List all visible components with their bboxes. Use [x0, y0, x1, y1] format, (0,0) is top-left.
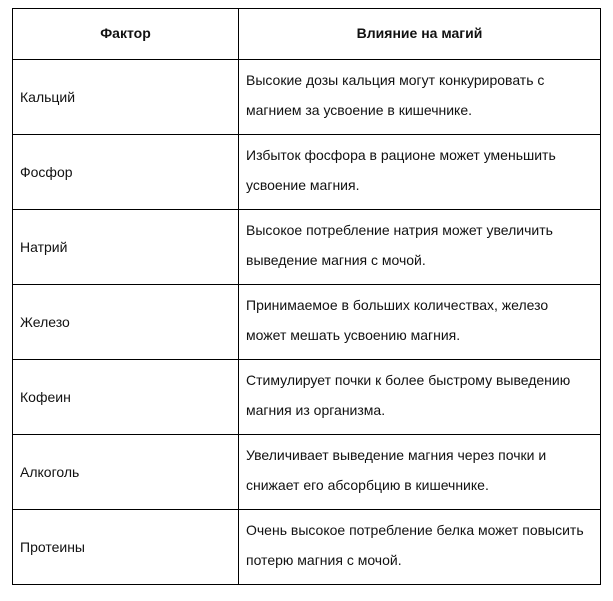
factor-cell: Кальций [13, 60, 239, 135]
table-row [13, 285, 601, 360]
factors-table [12, 8, 601, 585]
effect-cell: Высокое потребление натрия может увеличить выведение магния с мочой. [239, 210, 601, 285]
effect-cell: Увеличивает выведение магния через почки и снижает его абсорбцию в кишечнике. [239, 435, 601, 510]
table-row [13, 210, 601, 285]
table-header-row [13, 9, 601, 60]
factor-cell: Алкоголь [13, 435, 239, 510]
factor-cell: Железо [13, 285, 239, 360]
effect-cell: Принимаемое в больших количествах, железо может мешать усвоению магния. [239, 285, 601, 360]
factor-cell: Натрий [13, 210, 239, 285]
table-row [13, 360, 601, 435]
factor-cell: Кофеин [13, 360, 239, 435]
table-row [13, 60, 601, 135]
header-factor: Фактор [13, 9, 239, 60]
factor-cell: Фосфор [13, 135, 239, 210]
effect-cell: Очень высокое потребление белка может повысить потерю магния с мочой. [239, 510, 601, 585]
table-row [13, 510, 601, 585]
header-effect: Влияние на магий [239, 9, 601, 60]
factor-cell: Протеины [13, 510, 239, 585]
table-row [13, 435, 601, 510]
table-row [13, 135, 601, 210]
effect-cell: Высокие дозы кальция могут конкурировать с магнием за усвоение в кишечнике. [239, 60, 601, 135]
effect-cell: Стимулирует почки к более быстрому выведению магния из организма. [239, 360, 601, 435]
effect-cell: Избыток фосфора в рационе может уменьшить усвоение магния. [239, 135, 601, 210]
